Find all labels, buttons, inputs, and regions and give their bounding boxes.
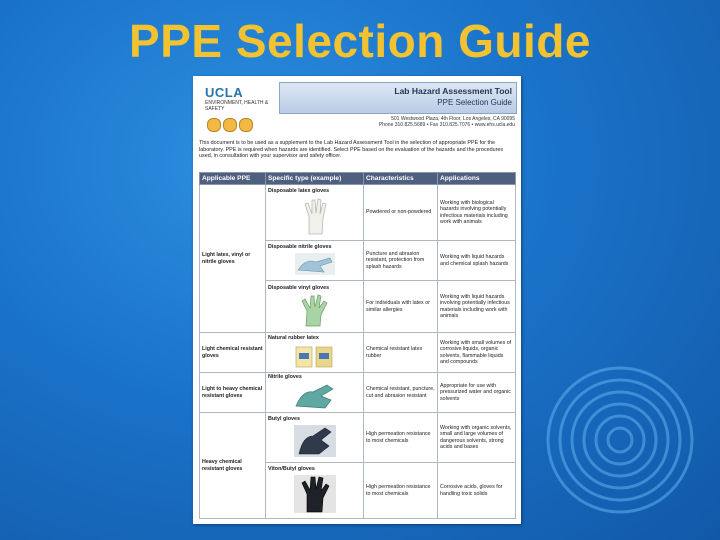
nitrile-glove-icon bbox=[294, 252, 336, 276]
header-applicable-ppe: Applicable PPE bbox=[200, 173, 266, 185]
applications-cell: Working with liquid hazards involving potentially infectious materials including work with animals bbox=[438, 281, 516, 333]
type-label: Nitrile gloves bbox=[268, 374, 302, 381]
vinyl-glove-icon bbox=[294, 293, 336, 327]
applications-cell: Working with biological hazards involving potentially infectious materials including work with animals bbox=[438, 185, 516, 241]
type-label: Disposable nitrile gloves bbox=[268, 244, 332, 251]
ppe-group-light-heavy: Light to heavy chemical resistant gloves bbox=[200, 373, 266, 413]
tool-subtitle: PPE Selection Guide bbox=[437, 98, 512, 107]
table-row bbox=[200, 185, 516, 241]
ehs-dept-label: ENVIRONMENT, HEALTH & SAFETY bbox=[205, 100, 269, 112]
type-cell bbox=[266, 241, 364, 281]
address-line: 501 Westwood Plaza, 4th Floor, Los Angeles, CA 90095 bbox=[391, 116, 515, 122]
type-cell bbox=[266, 281, 364, 333]
ucla-logo bbox=[201, 82, 275, 134]
contact-address bbox=[285, 116, 515, 128]
ucla-wordmark: UCLA bbox=[205, 85, 244, 100]
applications-cell: Appropriate for use with pressurized water and organic solvents bbox=[438, 373, 516, 413]
type-cell bbox=[266, 413, 364, 463]
table-row bbox=[200, 413, 516, 463]
phone-line: Phone 310.825.5689 • Fax 310.825.7076 • www.ehs.ucla.edu bbox=[378, 122, 515, 128]
type-cell bbox=[266, 333, 364, 373]
table-header-row bbox=[200, 173, 516, 185]
doc-header bbox=[199, 80, 515, 136]
characteristics-cell: For individuals with latex or similar allergies bbox=[364, 281, 438, 333]
latex-glove-icon bbox=[295, 196, 335, 236]
tool-title: Lab Hazard Assessment Tool bbox=[394, 86, 512, 96]
type-cell bbox=[266, 373, 364, 413]
type-cell bbox=[266, 463, 364, 519]
ppe-table bbox=[199, 172, 516, 519]
characteristics-cell: Puncture and abrasion resistant, protection from splash hazards bbox=[364, 241, 438, 281]
biohazard-icon bbox=[223, 118, 237, 132]
type-label: Disposable latex gloves bbox=[268, 188, 330, 195]
swirl-decoration bbox=[540, 360, 700, 520]
characteristics-cell: Powdered or non-powdered bbox=[364, 185, 438, 241]
butyl-glove-icon bbox=[293, 424, 337, 458]
type-label: Disposable vinyl gloves bbox=[268, 285, 330, 292]
header-specific-type: Specific type (example) bbox=[266, 173, 364, 185]
applications-cell: Corrosive acids, gloves for handling toxic solids bbox=[438, 463, 516, 519]
characteristics-cell: Chemical resistant, puncture, cut and abrasion resistant bbox=[364, 373, 438, 413]
table-row bbox=[200, 373, 516, 413]
ppe-group-light-chem: Light chemical resistant gloves bbox=[200, 333, 266, 373]
rubber-glove-box-icon bbox=[294, 343, 336, 369]
ppe-group-light-gloves: Light latex, vinyl or nitrile gloves bbox=[200, 185, 266, 333]
type-label: Viton/Butyl gloves bbox=[268, 466, 315, 473]
radiation-icon bbox=[207, 118, 221, 132]
ppe-guide-document bbox=[193, 76, 521, 524]
characteristics-cell: Chemical resistant latex rubber bbox=[364, 333, 438, 373]
characteristics-cell: High permeation resistance to most chemicals bbox=[364, 463, 438, 519]
ppe-group-heavy-chem: Heavy chemical resistant gloves bbox=[200, 413, 266, 519]
intro-paragraph: This document is to be used as a supplement to the Lab Hazard Assessment Tool in the selection of appropriate PPE for the laboratory. PPE is required when hazards are identified. Select PPE based on the evaluation of the hazards and the procedures used, in consultation with your supervisor and safety officer. bbox=[199, 140, 504, 160]
viton-butyl-glove-icon bbox=[293, 474, 337, 514]
tool-title-bar bbox=[279, 82, 517, 114]
header-characteristics: Characteristics bbox=[364, 173, 438, 185]
slide-title: PPE Selection Guide bbox=[129, 15, 591, 67]
nitrile-heavy-glove-icon bbox=[293, 382, 337, 410]
type-cell bbox=[266, 185, 364, 241]
flame-icon bbox=[239, 118, 253, 132]
table-row bbox=[200, 333, 516, 373]
applications-cell: Working with liquid hazards and chemical splash hazards bbox=[438, 241, 516, 281]
applications-cell: Working with organic solvents, small and large volumes of dangerous solvents, strong acids and bases bbox=[438, 413, 516, 463]
characteristics-cell: High permeation resistance to most chemicals bbox=[364, 413, 438, 463]
type-label: Butyl gloves bbox=[268, 416, 301, 423]
type-label: Natural rubber latex bbox=[268, 335, 319, 342]
header-applications: Applications bbox=[438, 173, 516, 185]
applications-cell: Working with small volumes of corrosive liquids, organic solvents, flammable liquids and compounds bbox=[438, 333, 516, 373]
